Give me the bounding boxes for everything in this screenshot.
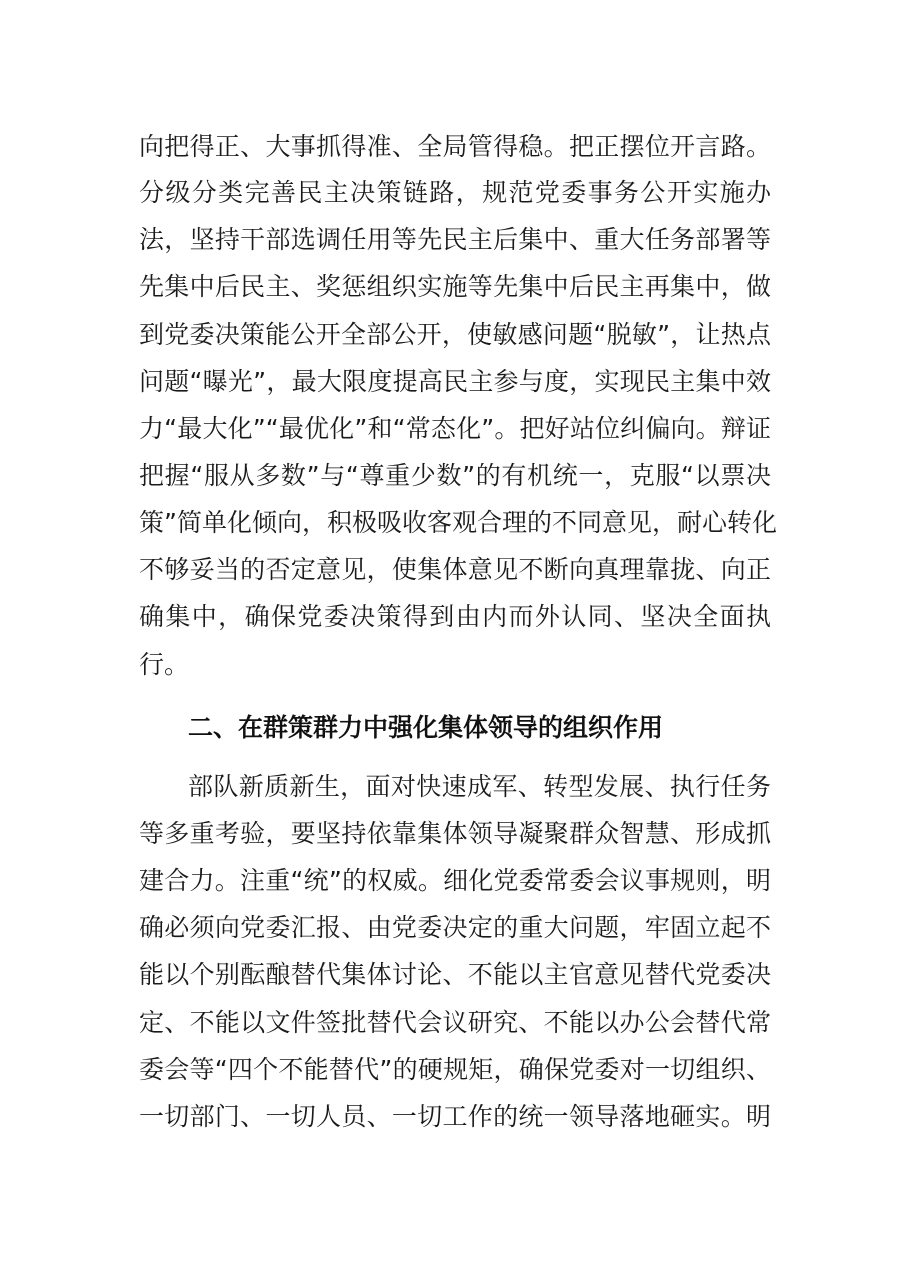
paragraph-line: 力“最大化”“最优化”和“常态化”。把好站位纠偏向。辩证 bbox=[139, 414, 771, 443]
paragraph-line: 部队新质新生，面对快速成军、转型发展、执行任务 bbox=[188, 772, 771, 801]
paragraph-line: 定、不能以文件签批替代会议研究、不能以办公会替代常 bbox=[139, 1008, 771, 1037]
paragraph-line: 分级分类完善民主决策链路，规范党委事务公开实施办 bbox=[139, 178, 771, 207]
section-heading: 二、在群策群力中强化集体领导的组织作用 bbox=[188, 713, 664, 742]
paragraph-line: 不够妥当的否定意见，使集体意见不断向真理靠拢、向正 bbox=[139, 555, 771, 584]
paragraph-line: 问题“曝光”，最大限度提高民主参与度，实现民主集中效 bbox=[139, 367, 771, 396]
paragraph-line: 确必须向党委汇报、由党委决定的重大问题，牢固立起不 bbox=[139, 913, 771, 942]
paragraph-line: 确集中，确保党委决策得到由内而外认同、坚决全面执 bbox=[139, 602, 771, 631]
paragraph-line: 一切部门、一切人员、一切工作的统一领导落地砸实。明 bbox=[139, 1102, 771, 1131]
paragraph-line: 向把得正、大事抓得准、全局管得稳。把正摆位开言路。 bbox=[139, 132, 771, 161]
paragraph-line: 委会等“四个不能替代”的硬规矩，确保党委对一切组织、 bbox=[139, 1055, 771, 1084]
paragraph-line: 先集中后民主、奖惩组织实施等先集中后民主再集中，做 bbox=[139, 272, 771, 301]
paragraph-line: 行。 bbox=[139, 650, 190, 679]
paragraph-line: 建合力。注重“统”的权威。细化党委常委会议事规则，明 bbox=[139, 866, 771, 895]
paragraph-line: 策”简单化倾向，积极吸收客观合理的不同意见，耐心转化 bbox=[139, 508, 777, 537]
paragraph-line: 把握“服从多数”与“尊重少数”的有机统一，克服“以票决 bbox=[139, 461, 771, 490]
paragraph-line: 等多重考验，要坚持依靠集体领导凝聚群众智慧、形成抓 bbox=[139, 819, 771, 848]
paragraph-line: 法，坚持干部选调任用等先民主后集中、重大任务部署等 bbox=[139, 225, 771, 254]
paragraph-line: 能以个别酝酿替代集体讨论、不能以主官意见替代党委决 bbox=[139, 960, 771, 989]
paragraph-line: 到党委决策能公开全部公开，使敏感问题“脱敏”，让热点 bbox=[139, 320, 771, 349]
